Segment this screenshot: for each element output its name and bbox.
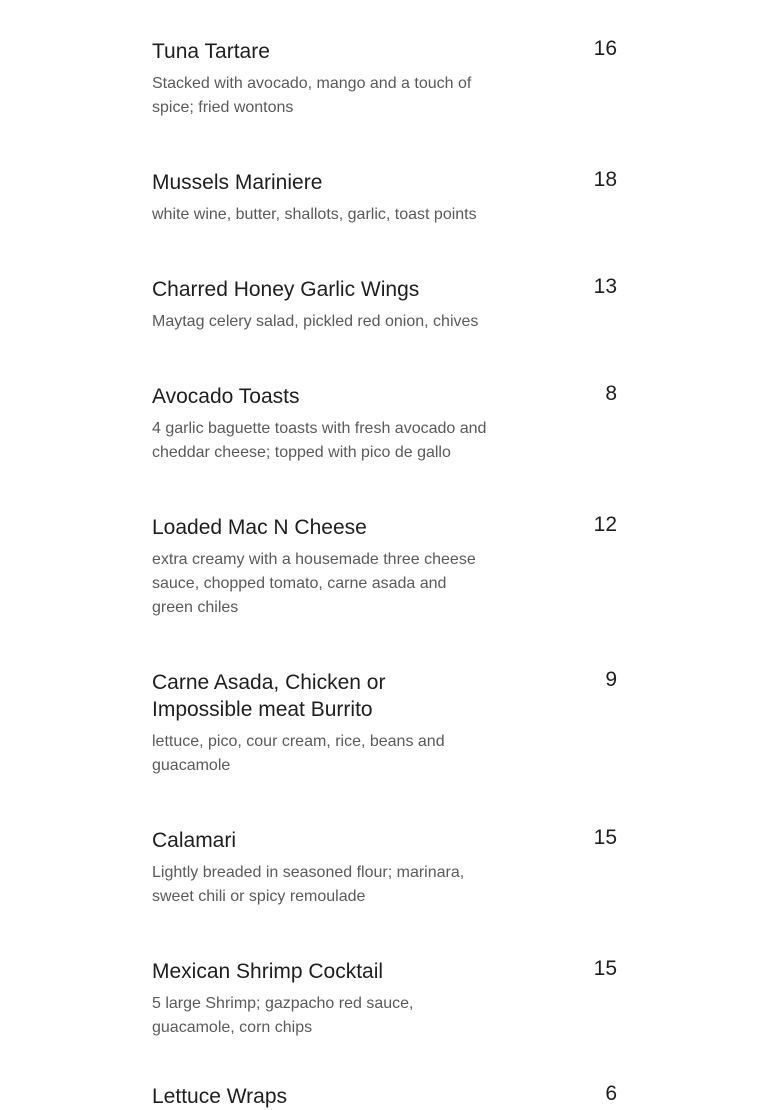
menu-item-description: Maytag celery salad, pickled red onion, chives <box>152 313 479 330</box>
menu-item-name: Avocado Toasts <box>152 385 300 408</box>
menu-item-description: lettuce, pico, cour cream, rice, beans and guacamole <box>152 733 445 774</box>
menu-item-name: Lettuce Wraps <box>152 1085 288 1108</box>
menu-item-name: Carne Asada, Chicken or Impossible meat Burrito <box>152 671 386 721</box>
menu-item-description: 5 large Shrimp; gazpacho red sauce, guacamole, corn chips <box>152 995 414 1036</box>
menu-item-description: extra creamy with a housemade three cheese sauce, chopped tomato, carne asada and green chiles <box>152 551 476 616</box>
menu-item-price: 15 <box>593 957 617 980</box>
menu-item-price: 8 <box>605 382 617 405</box>
menu-item-price: 6 <box>605 1082 617 1105</box>
menu-item-description: 4 garlic baguette toasts with fresh avocado and cheddar cheese; topped with pico de gallo <box>152 420 487 461</box>
menu-item-name: Loaded Mac N Cheese <box>152 516 367 539</box>
menu-item-name: Tuna Tartare <box>152 40 270 63</box>
menu-item-name: Mexican Shrimp Cocktail <box>152 960 384 983</box>
menu-item-description: Stacked with avocado, mango and a touch of spice; fried wontons <box>152 75 472 116</box>
menu-item-price: 15 <box>593 826 617 849</box>
menu-item-name: Calamari <box>152 829 237 852</box>
menu-item-price: 13 <box>593 275 617 298</box>
menu-item-price: 18 <box>593 168 617 191</box>
menu-item-price: 12 <box>593 513 617 536</box>
menu-item-price: 16 <box>593 37 617 60</box>
menu-item-name: Charred Honey Garlic Wings <box>152 278 420 301</box>
menu-item-price: 9 <box>605 668 617 691</box>
menu-item-description: white wine, butter, shallots, garlic, toast points <box>152 206 477 223</box>
menu-item-description: Lightly breaded in seasoned flour; marinara, sweet chili or spicy remoulade <box>152 864 465 905</box>
menu-item-name: Mussels Mariniere <box>152 171 323 194</box>
